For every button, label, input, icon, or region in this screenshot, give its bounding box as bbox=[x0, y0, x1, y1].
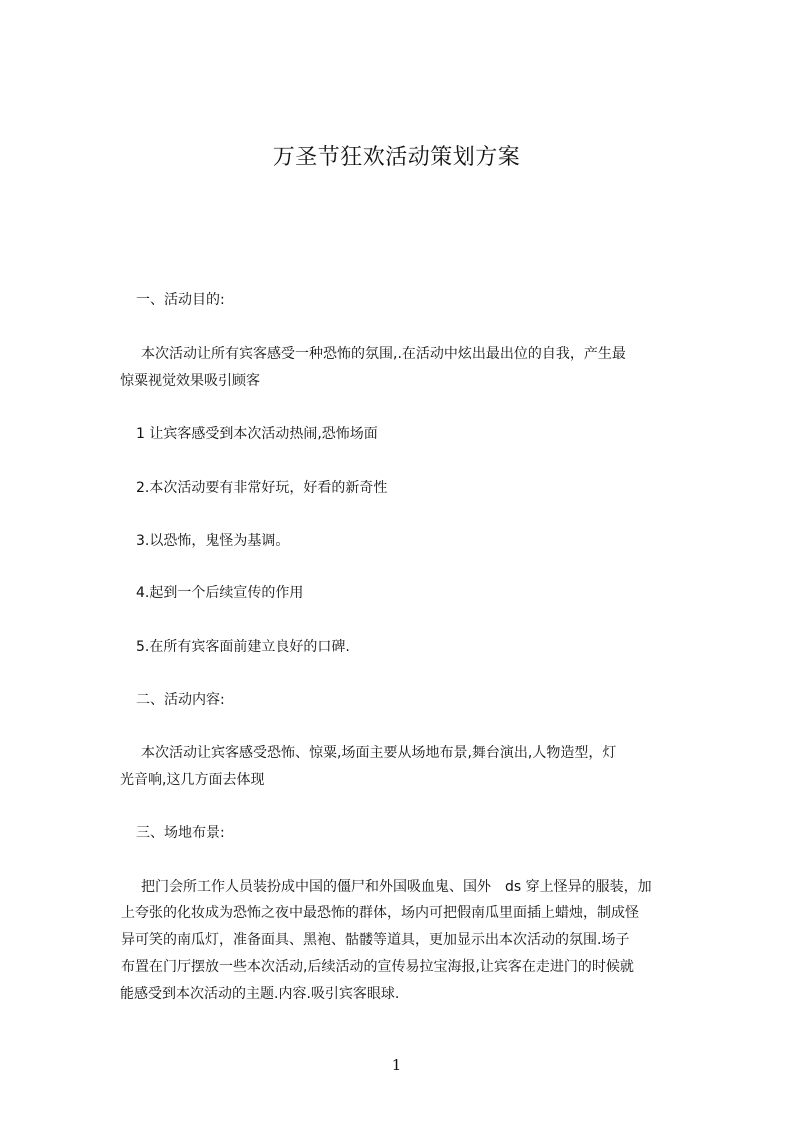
paragraph-line: 把门会所工作人员装扮成中国的僵尸和外国吸血鬼、国外 ds 穿上怪异的服装，加 bbox=[141, 879, 652, 895]
list-item: 5.在所有宾客面前建立良好的口碑. bbox=[136, 639, 350, 655]
list-item: 2.本次活动要有非常好玩，好看的新奇性 bbox=[136, 480, 388, 496]
paragraph-line: 光音响,这几方面去体现 bbox=[120, 772, 265, 788]
paragraph-line: 布置在门厅摆放一些本次活动,后续活动的宣传易拉宝海报,让宾客在走进门的时候就 bbox=[121, 959, 634, 975]
section-heading-purpose: 一、活动目的: bbox=[136, 292, 225, 308]
section-heading-venue: 三、场地布景: bbox=[136, 825, 225, 841]
paragraph-line: 上夸张的化妆成为恐怖之夜中最恐怖的群体，场内可把假南瓜里面插上蜡烛，制成怪 bbox=[121, 905, 639, 921]
paragraph-line: 惊粟视觉效果吸引顾客 bbox=[120, 373, 260, 389]
paragraph-line: 本次活动让宾客感受恐怖、惊粟,场面主要从场地布景,舞台演出,人物造型，灯 bbox=[141, 745, 617, 761]
list-item: 1 让宾客感受到本次活动热闹,恐怖场面 bbox=[136, 426, 378, 442]
list-item: 3.以恐怖，鬼怪为基调。 bbox=[136, 533, 290, 549]
list-item: 4.起到一个后续宣传的作用 bbox=[136, 585, 304, 601]
paragraph-line: 异可笑的南瓜灯，准备面具、黑袍、骷髅等道具，更加显示出本次活动的氛围.场子 bbox=[121, 932, 630, 948]
section-heading-content: 二、活动内容: bbox=[136, 692, 225, 708]
paragraph-line: 能感受到本次活动的主题.内容.吸引宾客眼球. bbox=[120, 986, 400, 1002]
paragraph-line: 本次活动让所有宾客感受一种恐怖的氛围,.在活动中炫出最出位的自我，产生最 bbox=[141, 346, 626, 362]
document-title: 万圣节狂欢活动策划方案 bbox=[272, 145, 521, 170]
page-number: 1 bbox=[391, 1056, 402, 1074]
